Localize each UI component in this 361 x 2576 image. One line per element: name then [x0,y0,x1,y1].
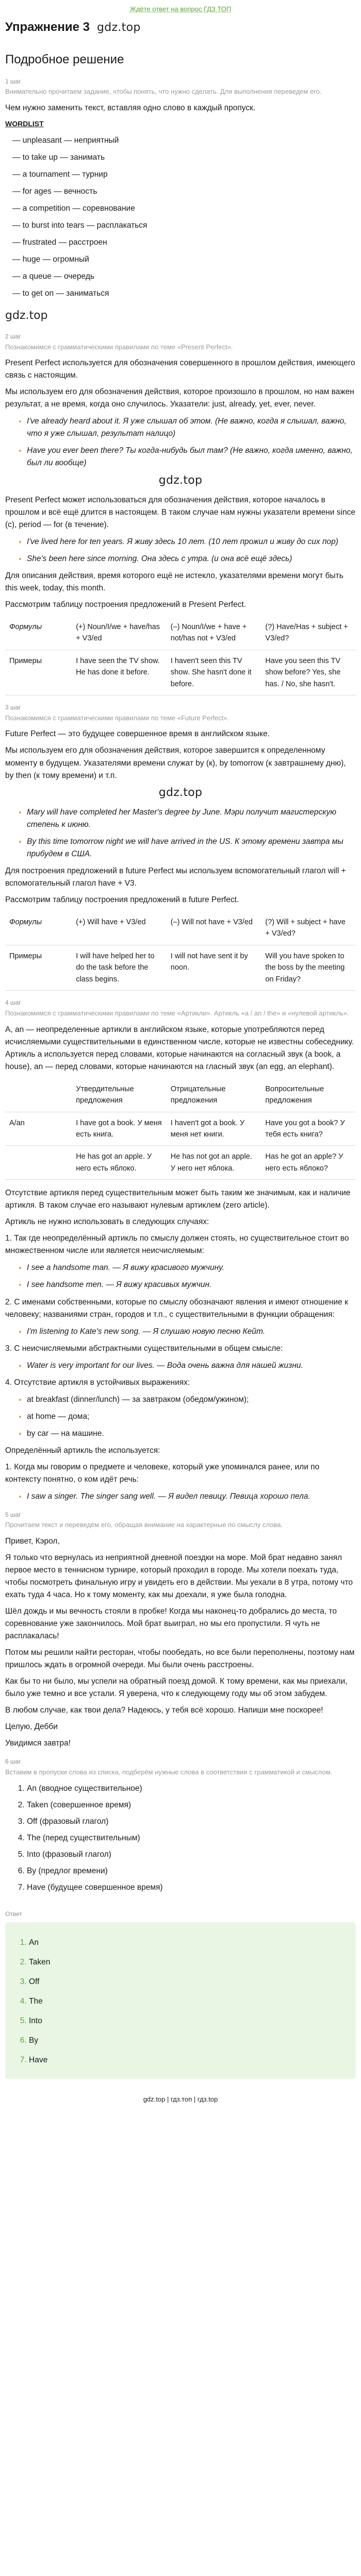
paragraph: Целую, Дебби [5,1722,58,1732]
word-item: — frustrated — расстроен [12,238,107,247]
step-note: Вставим в пропуски слова из списка, подберём нужные слова в соответствии с грамматикой и смыслом. [5,1768,333,1776]
solution-item: 4. The (перед существительным) [27,1832,356,1844]
word-item: — a competition — соревнование [12,204,135,213]
watermark: gdz.top [158,786,203,799]
paragraph: Я только что вернулась из неприятной дневной поездки на море. Мой брат недавно занял первое место в теннисном турнире, который проходил в городе. Мы хотели поехать туда, чтобы посмотреть финальную игру и увидеть его в действии. Мы уехали в 8 утра, потому что ехать туда 4 часа. Но к тому моменту, как мы доехали, я уже была голодна. [5,1553,353,1600]
table-cell: (+) Noun/I/we + have/has + V3/ed [72,616,167,650]
word-item: — to get on — заниматься [12,289,109,298]
table-cell: I will not have sent it by noon. [167,945,261,990]
solution-item: 3. Off (фразовый глагол) [27,1816,356,1828]
table-cell [5,1078,72,1112]
example-list [27,536,356,565]
table-cell: Will you have spoken to the boss by the meeting on Friday? [261,945,356,990]
step-note: Познакомимся с грамматическими правилами по теме «Present Perfect». [5,343,233,351]
paragraph: 2. С именами собственными, которые по смыслу обозначают явления и имеют отношение к человеку; названиями стран, городов и т.п., с существительными в функции обращения: [5,1297,348,1319]
paragraph: 4. Отсутствие артикля в устойчивых выражениях: [5,1378,190,1387]
example-list [27,1394,356,1440]
example-list [27,1360,356,1372]
instruction: Чем нужно заменить текст, вставляя одно слово в каждый пропуск. [5,103,256,112]
table-row [5,1112,356,1146]
paragraph: Увидимся завтра! [5,1739,71,1748]
answer-item: 1. An [29,1937,347,1949]
table-cell: (?) Will + subject + have + V3/ed? [261,911,356,945]
solution-item: 5. Into (фразовый глагол) [27,1849,356,1861]
step-note: Познакомимся с грамматическими правилами по теме «Future Perfect». [5,714,229,722]
example-item: • I've lived here for ten years. Я живу здесь 10 лет. (10 лет прожил и живу до сих пор) [27,536,356,548]
answer-item: 3. Off [29,1976,347,1988]
table-cell: (–) Will not have + V3/ed [167,911,261,945]
table-row [5,616,356,650]
table-cell: Примеры [5,945,72,990]
table-cell: Примеры [5,650,72,695]
table-cell: I haven't got a book. У меня нет книги. [167,1112,261,1146]
paragraph: Потом мы решили найти ресторан, чтобы пообедать, но все были переполнены, поэтому нам пришлось ждать в огромной очереди. Мы были очень расстроены. [5,1648,355,1670]
paragraph: Для описания действия, время которого ещё не истекло, указателями времени могут быть this week, today, this month. [5,571,343,592]
solution-heading: Подробное решение [5,53,124,67]
word-item: — a tournament — турнир [12,170,108,179]
footer-links[interactable]: gdz.top | гдз.топ | гдз.top [143,2095,218,2103]
table-cell: I have got a book. У меня есть книга. [72,1112,167,1146]
paragraph: 1. Так где неопределённый артикль по смыслу должен стоять, но существительное стоит во множественном числе или является неисчисляемым: [5,1234,349,1256]
example-item: • by car — на машине. [27,1428,356,1440]
paragraph: Для построения предложений в future Perfect мы используем вспомогательный глагол will + вспомогательный глагол have + V3. [5,866,346,888]
paragraph: Шёл дождь и мы вечность стояли в пробке! Когда мы наконец-то добрались до места, то соревнование уже закончилось. Мой брат выиграл, но мы его пропустили. Я чуть не расплакалась! [5,1607,337,1641]
paragraph: Как бы то ни было, мы успели на обратный поезд домой. К тому времени, как мы приехали, было уже темно и все устали. Я уверена, что к следующему году мы об этом забудем. [5,1677,348,1699]
solution-item: 1. An (вводное существительное) [27,1783,356,1795]
answer-item: 2. Taken [29,1956,347,1969]
table-cell: (?) Have/Has + subject + V3/ed? [261,616,356,650]
table-cell: Have you seen this TV show before? Yes, she has. / No, she hasn't. [261,650,356,695]
example-item: • By this time tomorrow night we will have arrived in the US. К этому времени завтра мы прибудем в США. [27,836,356,860]
table-row [5,1146,356,1180]
exercise-title-text: Упражнение 3 [5,20,90,35]
step-label: 1 шаг [5,77,21,85]
question-link[interactable]: Ждёте ответ на вопрос ГДЗ ТОП [129,5,232,13]
wordlist-title: WORDLIST [5,119,44,128]
watermark: gdz.top [97,21,141,35]
example-item: • at home — дома; [27,1411,356,1423]
table-row [5,1078,356,1112]
example-item: • She's been here since morning. Она здесь с утра. (и она всё ещё здесь) [27,553,356,565]
example-list [27,1326,356,1338]
table-cell: He has got an apple. У него есть яблоко. [72,1146,167,1180]
example-item: • I've already heard about it. Я уже слышал об этом. (Не важно, когда я слышал, важно, что я уже слышал, результат налицо) [27,415,356,440]
example-list [27,415,356,469]
word-item: — unpleasant — неприятный [12,135,119,145]
exercise-title [5,18,356,37]
paragraph: Рассмотрим таблицу построения предложений в future Perfect. [5,895,239,904]
word-item: — to take up — занимать [12,152,105,162]
table-cell [5,1146,72,1180]
table-cell: A/an [5,1112,72,1146]
footer [5,2094,356,2105]
table-cell: I will have helped her to do the task before the class begins. [72,945,167,990]
article-table [5,1078,356,1180]
table-cell: (+) Will have + V3/ed [72,911,167,945]
table-cell: Формулы [5,616,72,650]
answer-item: 6. By [29,2035,347,2047]
word-item: — huge — огромный [12,255,89,264]
table-cell: I haven't seen this TV show. She hasn't done it before. [167,650,261,695]
step-note: Прочитаем текст и переведём его, обращая внимание на характерные по смыслу слова. [5,1521,283,1529]
table-cell: Has he got an apple? У него есть яблоко? [261,1146,356,1180]
step-label: 5 шаг [5,1511,21,1518]
example-item: • I'm listening to Kate's new song. — Я слушаю новую песню Кейт. [27,1326,356,1338]
table-cell: He has not got an apple. У него нет яблока. [167,1146,261,1180]
table-cell: Утвердительные предложения [72,1078,167,1112]
table-row [5,945,356,990]
example-item: • Have you ever been there? Ты когда-нибудь был там? (Не важно, когда именно, важно, был ли вообще) [27,445,356,469]
paragraph: Отсутствие артикля перед существительным может быть таким же значимым, как и наличие артикля. В таком случае его называют нулевым артиклем (zero article). [5,1189,351,1210]
example-item: • at breakfast (dinner/lunch) — за завтраком (обедом/ужином); [27,1394,356,1406]
wordlist [12,134,356,300]
paragraph: A, an — неопределенные артикли в английском языке, которые употребляются перед исчисляемыми существительными в единственном числе, которые не известны собеседнику. Артикль a используется перед словами, которые начинаются на согласный звук (a book, a house), an — перед словами, которые начинаются на гласный звук (an egg, an elephant). [5,1025,354,1071]
table-cell: Отрицательные предложения [167,1078,261,1112]
paragraph: 3. С неисчисляемыми абстрактными существительными в общем смысле: [5,1344,283,1353]
word-item: — to burst into tears — расплакаться [12,221,147,230]
paragraph: Мы используем его для обозначения действия, которое произошло в прошлом, но нам важен результат, а не время, когда оно случилось. Указатели: just, already, yet, ever, never. [5,387,354,409]
paragraph: Present Perfect может использоваться для обозначения действия, которое началось в прошлом и всё ещё длится в настоящем. В таком случае нам нужны указатели времени since (с), period — for (в течение). [5,495,355,529]
paragraph: Рассмотрим таблицу построения предложений в Present Perfect. [5,600,247,609]
table-row [5,911,356,945]
solution-list [27,1783,356,1894]
paragraph: 1. Когда мы говорим о предмете и человеке, который уже упоминался ранее, или по контексту понятно, о ком идёт речь: [5,1462,320,1484]
step-note: Внимательно прочитаем задание, чтобы понять, что нужно сделать. Для выполнения переведем его. [5,88,322,96]
answer-item: 4. The [29,1995,347,2008]
step-label: 4 шаг [5,999,21,1007]
grammar-table [5,911,356,991]
example-item: • I saw a singer. The singer sang well. — Я видел певицу. Певица хорошо пела. [27,1490,356,1503]
paragraph: Future Perfect — это будущее совершенное время в английском языке. [5,730,270,739]
table-row [5,650,356,695]
table-cell: Have you got a book? У тебя есть книга? [261,1112,356,1146]
step-label: 6 шаг [5,1758,21,1766]
table-cell: Вопросительные предложения [261,1078,356,1112]
example-list [27,1262,356,1291]
answer-item: 7. Have [29,2054,347,2066]
step-note: Познакомимся с грамматическими правилами по теме «Артикли». Артикль «a / an / the» и «нулевой артикль». [5,1009,349,1017]
example-item: • I see handsome men. — Я вижу красивых мужчин. [27,1279,356,1291]
solution-item: 6. By (предлог времени) [27,1865,356,1877]
table-cell: (–) Noun/I/we + have + not/has not + V3/ed [167,616,261,650]
grammar-table [5,616,356,696]
example-list [27,806,356,860]
paragraph: Мы используем его для обозначения действия, которое завершится к определенному моменту в будущем. Указателями времени служат by (к), by tomorrow (к завтрашнему дню), by then (к тому времени) и т.п. [5,746,346,780]
table-cell: I have seen the TV show. He has done it before. [72,650,167,695]
paragraph: Привет, Кэрол, [5,1537,60,1546]
word-item: — for ages — вечность [12,187,97,196]
example-item: • Mary will have completed her Master's degree by June. Мэри получит магистерскую степень к июню. [27,806,356,831]
table-cell: Формулы [5,911,72,945]
word-item: — a queue — очередь [12,272,94,281]
answer-label: Ответ [5,1910,22,1918]
paragraph: В любом случае, как твои дела? Надеюсь, у тебя всё хорошо. Напиши мне поскорее! [5,1706,323,1715]
solution-item: 2. Taken (совершенное время) [27,1799,356,1811]
watermark: gdz.top [158,474,203,487]
step-label: 3 шаг [5,704,21,711]
paragraph: Present Perfect используется для обозначения совершенного в прошлом действия, имеющего связь с настоящим. [5,359,355,380]
answer-list [29,1937,347,2066]
example-list [27,1490,356,1503]
answer-item: 5. Into [29,2015,347,2027]
example-item: • I see a handsome man. — Я вижу красивого мужчину. [27,1262,356,1274]
answer-box [5,1922,356,2079]
watermark: gdz.top [5,309,48,322]
paragraph: Определённый артикль the используется: [5,1446,160,1455]
step-label: 2 шаг [5,332,21,340]
top-link [5,4,356,14]
paragraph: Артикль не нужно использовать в следующих случаях: [5,1217,209,1227]
solution-item: 7. Have (будущее совершенное время) [27,1882,356,1894]
example-item: • Water is very important for our lives. — Вода очень важна для нашей жизни. [27,1360,356,1372]
